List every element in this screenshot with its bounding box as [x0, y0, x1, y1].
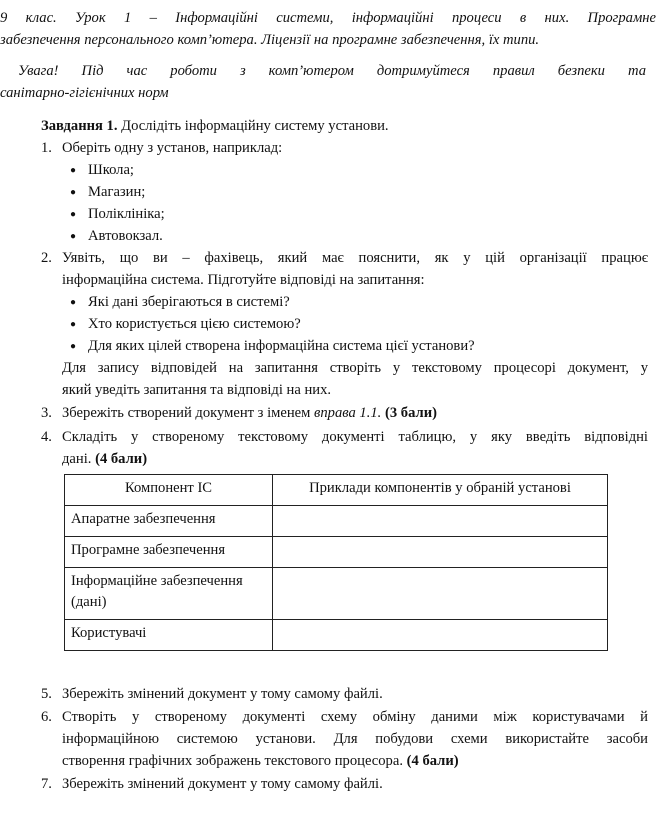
list-item: ● Магазин;	[88, 182, 145, 203]
list-item: ● Школа;	[88, 160, 134, 181]
table-cell-examples	[273, 537, 608, 568]
list-item: ● Які дані зберігаються в системі?	[88, 292, 290, 313]
step-2-number: 2.	[41, 250, 52, 266]
table-cell-examples	[273, 568, 608, 620]
step-4-number: 4.	[41, 429, 52, 445]
step-5-text: Збережіть змінений документ у тому самому файлі.	[62, 686, 383, 702]
step-6-line-3	[62, 751, 648, 772]
step-1-text: Оберіть одну з установ, наприклад:	[62, 140, 283, 156]
step-6-number: 6.	[41, 709, 52, 725]
components-table	[64, 474, 608, 651]
list-item: ● Автовокзал.	[88, 226, 163, 247]
file-name: вправа 1.1.	[314, 405, 382, 421]
step-2-line-1: Уявіть, що ви – фахівець, який має пояснити, як у цій організації працює	[62, 250, 648, 266]
table-header-examples: Приклади компонентів у обраній установі	[273, 475, 608, 506]
step-7-number: 7.	[41, 776, 52, 792]
points-badge: (4 бали)	[406, 753, 459, 769]
step-3-text	[62, 403, 648, 424]
task-heading	[41, 116, 641, 137]
step-6-line-2: інформаційною системою установи. Для побудови схеми використайте засоби	[62, 731, 648, 747]
step-4-data-word: дані.	[62, 451, 92, 467]
table-row	[65, 568, 608, 620]
header-line-1: 9 клас. Урок 1 – Інформаційні системи, інформаційні процеси в них. Програмне	[0, 10, 656, 26]
list-item: ● Хто користується цією системою?	[88, 314, 301, 335]
task-text: Дослідіть інформаційну систему установи.	[121, 118, 389, 134]
task-label: Завдання 1.	[41, 118, 118, 134]
points-badge: (3 бали)	[384, 405, 437, 421]
header-line-2: забезпечення персонального комп’ютера. Ліцензії на програмне забезпечення, їх типи.	[0, 32, 540, 48]
table-cell-component: Користувачі	[65, 620, 273, 651]
table-header-row	[65, 475, 608, 506]
table-cell-component: Інформаційне забезпечення (дані)	[65, 568, 273, 620]
list-item: ● Для яких цілей створена інформаційна система цієї установи?	[88, 336, 475, 357]
step-2-after-line-2: який уведіть запитання та відповіді на них.	[62, 382, 332, 398]
list-item: ● Поліклініка;	[88, 204, 165, 225]
step-6-line-1: Створіть у створеному документі схему обміну даними між користувачами й	[62, 709, 648, 725]
table-cell-component: Програмне забезпечення	[65, 537, 273, 568]
step-2-after-line-1: Для запису відповідей на запитання створіть у текстовому процесорі документ, у	[62, 360, 648, 376]
table-cell-component: Апаратне забезпечення	[65, 506, 273, 537]
step-1-number: 1.	[41, 140, 52, 156]
warning-line-2: санітарно-гігієнічних норм	[0, 85, 169, 101]
table-header-component: Компонент ІС	[65, 475, 273, 506]
warning-line-1: Увага! Під час роботи з комп’ютером дотримуйтеся правил безпеки та	[18, 63, 646, 79]
step-3-number: 3.	[41, 405, 52, 421]
step-4-line-1: Складіть у створеному текстовому документі таблицю, у яку введіть відповідні	[62, 429, 648, 445]
step-2-line-2: інформаційна система. Підготуйте відповіді на запитання:	[62, 272, 425, 288]
table-row	[65, 620, 608, 651]
step-7-text: Збережіть змінений документ у тому самому файлі.	[62, 776, 383, 792]
step-4-line-2	[62, 449, 648, 470]
table-cell-examples	[273, 506, 608, 537]
table-row	[65, 537, 608, 568]
step-6-line-3-text: створення графічних зображень текстового процесора.	[62, 753, 403, 769]
step-5-number: 5.	[41, 686, 52, 702]
table-row	[65, 506, 608, 537]
step-3-instruction: Збережіть створений документ з іменем	[62, 405, 311, 421]
table-cell-examples	[273, 620, 608, 651]
points-badge: (4 бали)	[95, 451, 148, 467]
